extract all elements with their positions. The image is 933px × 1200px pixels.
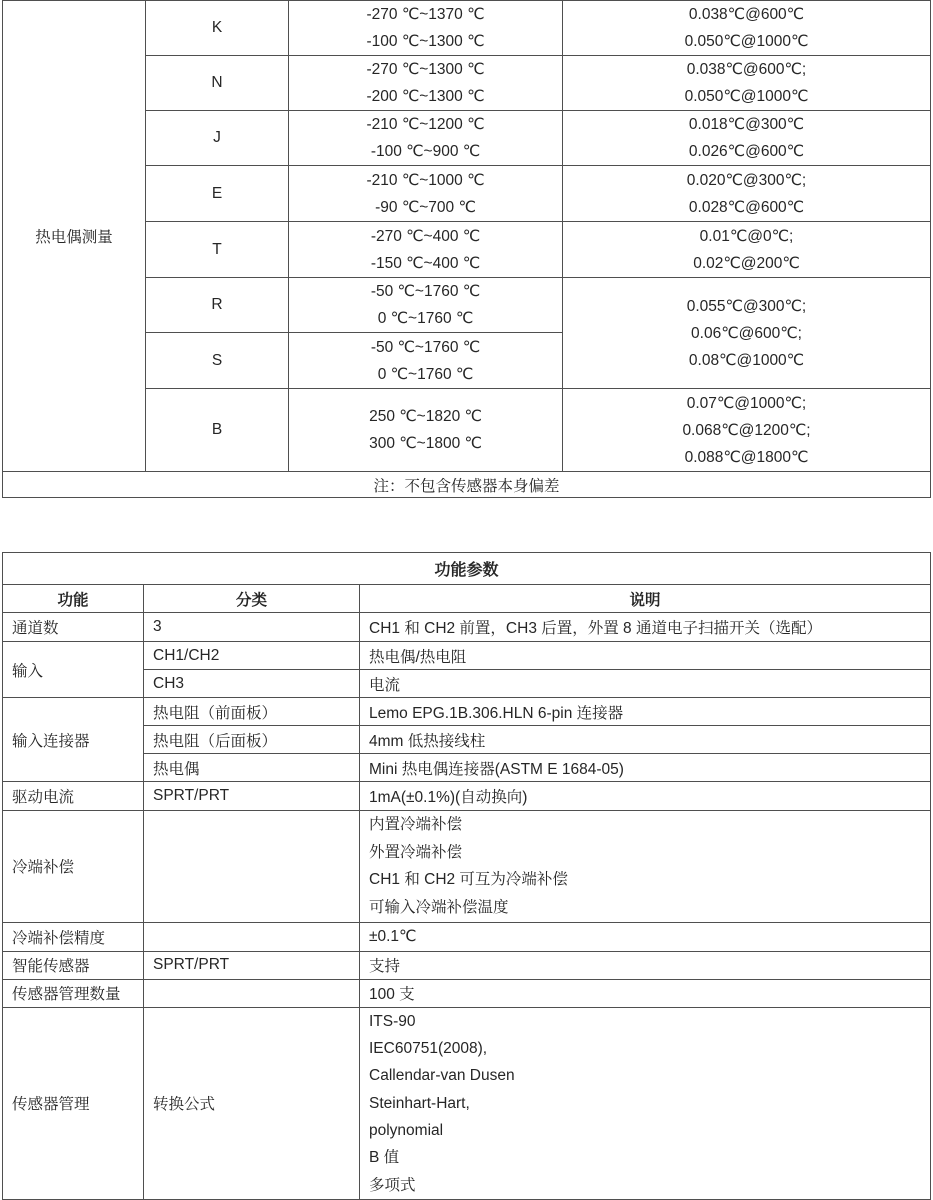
description-cell: ±0.1℃ (360, 922, 931, 951)
tc-type-cell: B (146, 389, 289, 472)
table-title: 功能参数 (3, 553, 931, 585)
tc-range-cell (289, 278, 563, 333)
row-header-thermocouple: 热电偶测量 (3, 1, 146, 472)
tc-accuracy-cell (563, 1, 931, 56)
table-row (3, 1, 931, 56)
description-cell: CH1 和 CH2 前置，CH3 后置，外置 8 通道电子扫描开关（选配） (360, 613, 931, 642)
table-row (3, 782, 931, 811)
description-line: 可输入冷端补偿温度 (369, 899, 509, 917)
description-cell: Mini 热电偶连接器(ASTM E 1684-05) (360, 754, 931, 782)
category-cell: 热电阻（前面板） (144, 698, 360, 726)
description-cell: 4mm 低热接线柱 (360, 726, 931, 754)
accuracy-line: 0.068℃@1200℃; (682, 421, 811, 439)
category-cell: CH3 (144, 670, 360, 698)
description-cell: 电流 (360, 670, 931, 698)
accuracy-line: 0.08℃@1000℃ (688, 351, 805, 369)
table-row (3, 698, 931, 726)
range-line: -50 ℃~1760 ℃ (370, 283, 481, 300)
accuracy-line: 0.050℃@1000℃ (684, 88, 809, 105)
range-line: 0 ℃~1760 ℃ (377, 365, 474, 383)
feature-cell: 传感器管理数量 (3, 979, 144, 1007)
accuracy-line: 0.026℃@600℃ (688, 143, 805, 160)
tc-accuracy-cell (563, 222, 931, 278)
feature-cell: 输入连接器 (3, 698, 144, 782)
table-note-row (3, 472, 931, 498)
category-cell: 转换公式 (144, 1007, 360, 1199)
feature-cell: 驱动电流 (3, 782, 144, 811)
description-line: polynomial (369, 1122, 444, 1139)
table-row (3, 613, 931, 642)
range-line: -150 ℃~400 ℃ (370, 254, 481, 272)
range-line: -100 ℃~1300 ℃ (366, 33, 485, 50)
feature-cell: 冷端补偿 (3, 811, 144, 923)
range-line: -100 ℃~900 ℃ (370, 143, 481, 160)
tc-range-cell (289, 56, 563, 111)
description-cell: 1mA(±0.1%)(自动换向) (360, 782, 931, 811)
range-line: 0 ℃~1760 ℃ (377, 310, 474, 327)
feature-cell: 输入 (3, 642, 144, 698)
category-cell: SPRT/PRT (144, 782, 360, 811)
table-row (3, 922, 931, 951)
tc-type-cell: N (146, 56, 289, 111)
range-line: 250 ℃~1820 ℃ (369, 408, 482, 425)
description-cell: Lemo EPG.1B.306.HLN 6-pin 连接器 (360, 698, 931, 726)
accuracy-line: 0.01℃@0℃; (699, 227, 794, 245)
table-row (3, 1007, 931, 1199)
tc-type-cell: S (146, 333, 289, 389)
tc-type-cell: E (146, 166, 289, 222)
category-cell: 热电偶 (144, 754, 360, 782)
accuracy-line: 0.050℃@1000℃ (684, 33, 809, 50)
accuracy-line: 0.055℃@300℃; (686, 297, 807, 315)
description-line: 多项式 (369, 1176, 416, 1194)
category-cell: SPRT/PRT (144, 951, 360, 979)
range-line: -270 ℃~1300 ℃ (366, 61, 485, 78)
accuracy-line: 0.06℃@600℃; (691, 324, 802, 342)
table-header-row (3, 585, 931, 613)
table-row (3, 811, 931, 923)
table-row (3, 951, 931, 979)
description-cell: 100 支 (360, 979, 931, 1007)
description-line: Callendar-van Dusen (369, 1067, 515, 1085)
range-line: -270 ℃~400 ℃ (370, 227, 481, 245)
range-line: 300 ℃~1800 ℃ (369, 435, 482, 452)
description-line: Steinhart-Hart, (369, 1094, 470, 1112)
description-cell: 热电偶/热电阻 (360, 642, 931, 670)
column-header-description: 说明 (360, 585, 931, 613)
column-header-feature: 功能 (3, 585, 144, 613)
range-line: -210 ℃~1200 ℃ (366, 116, 485, 133)
tc-type-cell: J (146, 111, 289, 166)
tc-accuracy-cell (563, 166, 931, 222)
description-line: 内置冷端补偿 (369, 816, 463, 833)
function-params-table (2, 552, 931, 1200)
description-line: CH1 和 CH2 可互为冷端补偿 (369, 871, 568, 889)
category-cell: CH1/CH2 (144, 642, 360, 670)
tc-range-cell (289, 389, 563, 472)
description-line: ITS-90 (369, 1012, 416, 1030)
table-title-row (3, 553, 931, 585)
tc-range-cell (289, 333, 563, 389)
thermocouple-table (2, 0, 931, 498)
feature-cell: 冷端补偿精度 (3, 922, 144, 951)
tc-accuracy-cell-rs-merged (563, 278, 931, 389)
tc-accuracy-cell (563, 56, 931, 111)
accuracy-line: 0.018℃@300℃ (688, 116, 805, 133)
description-line: 外置冷端补偿 (369, 843, 463, 861)
tc-type-cell: K (146, 1, 289, 56)
range-line: -200 ℃~1300 ℃ (366, 88, 485, 105)
description-cell: 支持 (360, 951, 931, 979)
tc-range-cell (289, 222, 563, 278)
accuracy-line: 0.02℃@200℃ (693, 254, 800, 272)
table-row (3, 979, 931, 1007)
accuracy-line: 0.020℃@300℃; (686, 171, 807, 189)
category-cell (144, 979, 360, 1007)
tc-type-cell: T (146, 222, 289, 278)
description-cell (360, 811, 931, 923)
range-line: -90 ℃~700 ℃ (375, 198, 476, 216)
feature-cell: 传感器管理 (3, 1007, 144, 1199)
tc-accuracy-cell (563, 111, 931, 166)
category-cell: 3 (144, 613, 360, 642)
accuracy-line: 0.088℃@1800℃ (684, 448, 809, 466)
range-line: -210 ℃~1000 ℃ (366, 171, 485, 189)
column-header-category: 分类 (144, 585, 360, 613)
accuracy-line: 0.038℃@600℃; (686, 61, 807, 78)
tc-range-cell (289, 111, 563, 166)
accuracy-line: 0.038℃@600℃ (688, 6, 805, 23)
category-cell (144, 922, 360, 951)
category-cell: 热电阻（后面板） (144, 726, 360, 754)
table-note: 注：不包含传感器本身偏差 (3, 472, 931, 498)
description-line: IEC60751(2008), (369, 1040, 488, 1058)
feature-cell: 通道数 (3, 613, 144, 642)
table-row (3, 642, 931, 670)
accuracy-line: 0.028℃@600℃ (688, 198, 805, 216)
description-cell (360, 1007, 931, 1199)
tc-type-cell: R (146, 278, 289, 333)
tc-range-cell (289, 1, 563, 56)
accuracy-line: 0.07℃@1000℃; (686, 394, 807, 412)
tc-accuracy-cell (563, 389, 931, 472)
range-line: -50 ℃~1760 ℃ (370, 338, 481, 356)
description-line: B 值 (369, 1149, 400, 1167)
feature-cell: 智能传感器 (3, 951, 144, 979)
range-line: -270 ℃~1370 ℃ (366, 6, 485, 23)
tc-range-cell (289, 166, 563, 222)
category-cell (144, 811, 360, 923)
